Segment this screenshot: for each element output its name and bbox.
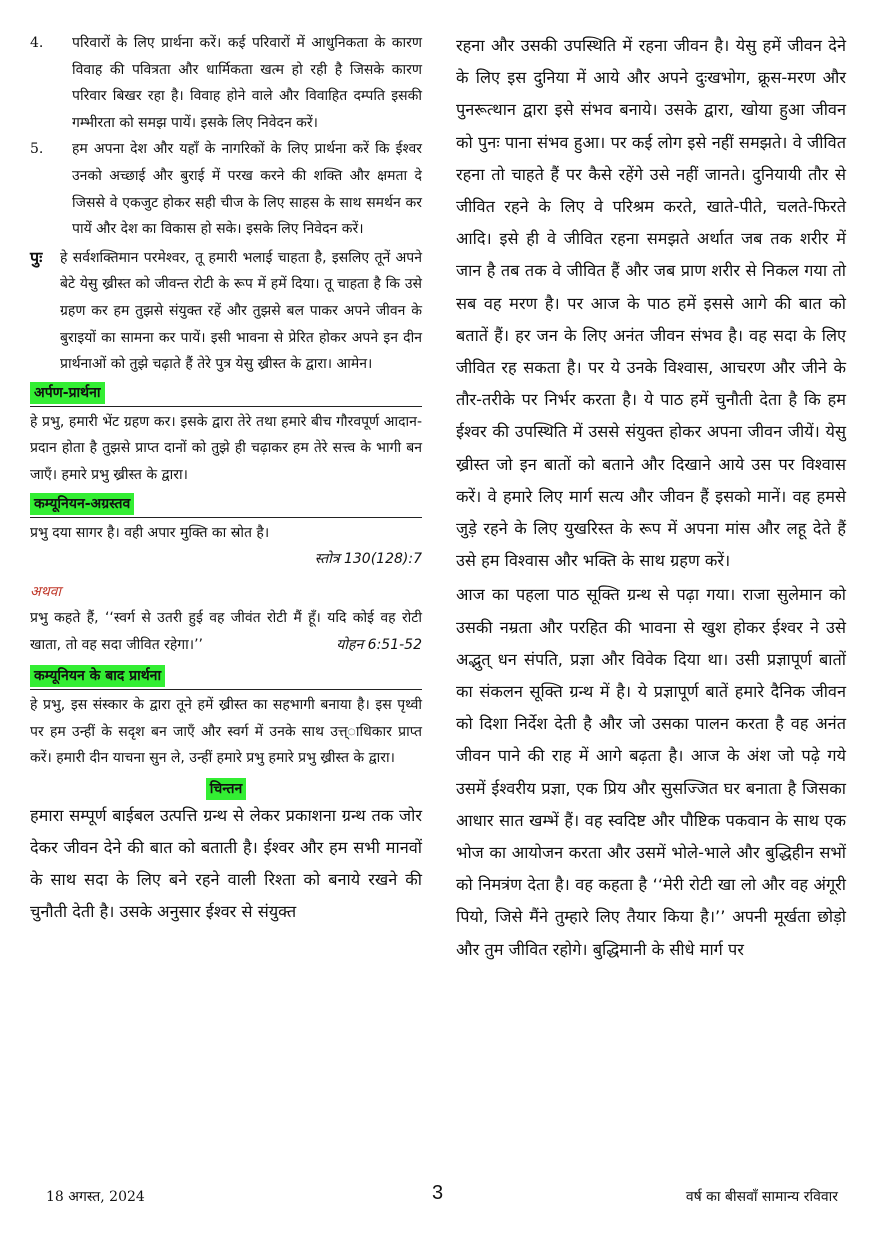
item-text: परिवारों के लिए प्रार्थना करें। कई परिवारों में आधुनिकता के कारण विवाह की पवित्रता और धार्मिकता खत्म हो रही है जिसके कारण परिवार बिखर रहा है। विवाह होने वाले और विवाहित दम्पति इसकी गम्भीरता को समझ पायें। इसके लिए निवेदन करें। bbox=[72, 35, 422, 131]
left-column bbox=[30, 30, 422, 929]
item-number: 4. bbox=[30, 35, 44, 51]
priest-prayer bbox=[30, 245, 422, 378]
or-text: प्रभु कहते हैं, ‘‘स्वर्ग से उतरी हुई वह जीवंत रोटी मैं हूँ। यदि कोई वह रोटी खाता, तो वह सदा जीवित रहेगा।’’ bbox=[30, 610, 422, 653]
item-number: 5. bbox=[30, 141, 44, 158]
reflection-paragraph-1: रहना और उसकी उपस्थिति में रहना जीवन है। येसु हमें जीवन देने के लिए इस दुनिया में आये और अपने दुःखभोग, क्रूस-मरण और पुनरूत्थान द्वारा इसे संभव बनाये। उसके द्वारा, खोया हुआ जीवन को पुनः पाना संभव हुआ। पर कई लोग इसे नहीं समझते। वे जीवित रहना तो चाहते हैं पर कैसे रहेंगे उसे नहीं जानते। दुनियायी तौर से जीवित रहने के लिए वे परिश्रम करते, खाते-पीते, चलते-फिरते आदि। इसे ही वे जीवित रहना समझते अर्थात जब तक शरीर में जान है तब तक वे जीवित हैं और जब प्राण शरीर से निकल गया तो सब वह मरण है। पर आज के पाठ हमें इससे आगे की बात को बतातें हैं। हर जन के लिए अनंत जीवन संभव है। वह सदा के लिए जीवित रह सकता है। पर ये उनके विश्वास, आचरण और जीने के तौर-तरीके पर निर्भर करता है। ये पाठ हमें चुनौती देता है कि हम ईश्वर की उपस्थिति में उससे संयुक्त होकर अपना जीवन जीयें। येसु ख्रीस्त जो इन बातों को बताने और दिखाने आये उस पर विश्वास करें। वे हमारे लिए मार्ग सत्य और जीवन हैं इसको मानें। वह हमसे जुड़े रहने के लिए युखरिस्त के रूप में अपना मांस और लहू देते हैं उसे हम विश्वास और भक्ति के साथ ग्रहण करें। bbox=[456, 36, 846, 571]
or-label: अथवा bbox=[30, 583, 62, 600]
offering-heading: अर्पण-प्रार्थना bbox=[30, 382, 105, 404]
intercession-item-4 bbox=[30, 30, 422, 136]
communion-heading-row bbox=[30, 493, 422, 518]
post-communion-heading-row bbox=[30, 665, 422, 690]
right-column bbox=[456, 30, 846, 966]
intercession-item-5 bbox=[30, 136, 422, 242]
item-text: हम अपना देश और यहाँ के नागरिकों के लिए प्रार्थना करें कि ईश्वर उनको अच्छाई और बुराई में परख करने की शक्ति और क्षमता दे जिससे वे एकजुट होकर सही चीज के लिए साहस के साथ समर्थन कर पायें और देश का विकास हो सके। इसके लिए निवेदन करें। bbox=[72, 141, 422, 238]
reflection-heading: चिन्तन bbox=[206, 778, 247, 800]
priest-prayer-text: हे सर्वशक्तिमान परमेश्वर, तू हमारी भलाई चाहता है, इसलिए तूनें अपने बेटे येसु ख्रीस्त को जीवन्त रोटी के रूप में हमें दिया। तू चाहता है कि उसे ग्रहण कर हम तुझसे संयुक्त रहें और तुझसे बल पाकर अपने जीवन के बुराइयों का सामना कर पायें। इसी भावना से प्रेरित होकर अपने इन दीन प्रार्थनाओं को तुझे चढ़ाते हैं तेरे पुत्र येसु ख्रीस्त के द्वारा। आमेन। bbox=[60, 249, 422, 373]
footer-date: 18 अगस्त, 2024 bbox=[46, 1189, 145, 1205]
priest-label: पुः bbox=[30, 247, 43, 267]
or-citation: योहन 6:51-52 bbox=[336, 637, 422, 654]
post-communion-text: हे प्रभु, इस संस्कार के द्वारा तूने हमें ख्रीस्त का सहभागी बनाया है। इस पृथ्वी पर हम उन्हीं के सदृश बन जाएँ और स्वर्ग में उनके साथ उत्त्ाधिकार प्राप्त करें। हमारी दीन याचना सुन ले, उन्हीं हमारे प्रभु हमारे प्रभु ख्रीस्त के द्वारा। bbox=[30, 697, 422, 767]
communion-citation: स्तोत्र 130(128):7 bbox=[314, 551, 422, 568]
communion-heading: कम्यूनियन-अग्रस्तव bbox=[30, 493, 134, 515]
reflection-heading-row bbox=[30, 778, 422, 800]
communion-text: प्रभु दया सागर है। वही अपार मुक्ति का स्रोत है। bbox=[30, 524, 270, 541]
reflection-text: हमारा सम्पूर्ण बाईबल उत्पत्ति ग्रन्थ से लेकर प्रकाशना ग्रन्थ तक जोर देकर जीवन देने की बात को बताती है। ईश्वर और हम सभी मानवों के साथ सदा के लिए बने रहने वाली रिश्ता को बनाये रखने की चुनौती देती है। उसके अनुसार ईश्वर से संयुक्त bbox=[30, 805, 422, 922]
reflection-paragraph-2: आज का पहला पाठ सूक्ति ग्रन्थ से पढ़ा गया। राजा सुलेमान को उसकी नम्रता और परहित की भावना से खुश होकर ईश्वर ने उसे अद्भुत् धन संपति, प्रज्ञा और विवेक दिया था। उसी प्रज्ञापूर्ण बातों का संकलन सूक्ति ग्रन्थ में है। ये प्रज्ञापूर्ण बातें हमारे दैनिक जीवन को दिशा निर्देश देती है और जो उसका पालन करता है वह अनंत जीवन पाने की राह में आगे बढ़ता है। आज के अंश जो पढ़े गये उसमें ईश्वरीय प्रज्ञा, एक प्रिय और सुसज्जित घर बनाता है जिसका आधार सात खम्भें हैं। वह स्वदिष्ट और पौष्टिक पकवान के साथ एक भोज का आयोजन करता और उसमें भोले-भाले और बुद्धिहीन सभों को निमत्रंण देता है। वह कहता है ‘‘मेरी रोटी खा लो और वह अंगूरी पियो, जिसे मैंने तुम्हारे लिए तैयार किया है।’’ अपनी मूर्खता छोड़ो और तुम जीवित रहोगे। बुद्धिमानी के सीधे मार्ग पर bbox=[456, 585, 846, 959]
page-number: 3 bbox=[432, 1182, 444, 1204]
offering-heading-row bbox=[30, 382, 422, 407]
footer-occasion: वर्ष का बीसवाँ सामान्य रविवार bbox=[685, 1189, 838, 1205]
post-communion-heading: कम्यूनियन के बाद प्रार्थना bbox=[30, 665, 165, 687]
offering-text: हे प्रभु, हमारी भेंट ग्रहण कर। इसके द्वारा तेरे तथा हमारे बीच गौरवपूर्ण आदान-प्रदान होता है तुझसे प्राप्त दानों को तुझे ही चढ़ाकर हम तेरे सत्त्व के भागी बन जाएँ। हमारे प्रभु ख्रीस्त के द्वारा। bbox=[30, 413, 422, 483]
